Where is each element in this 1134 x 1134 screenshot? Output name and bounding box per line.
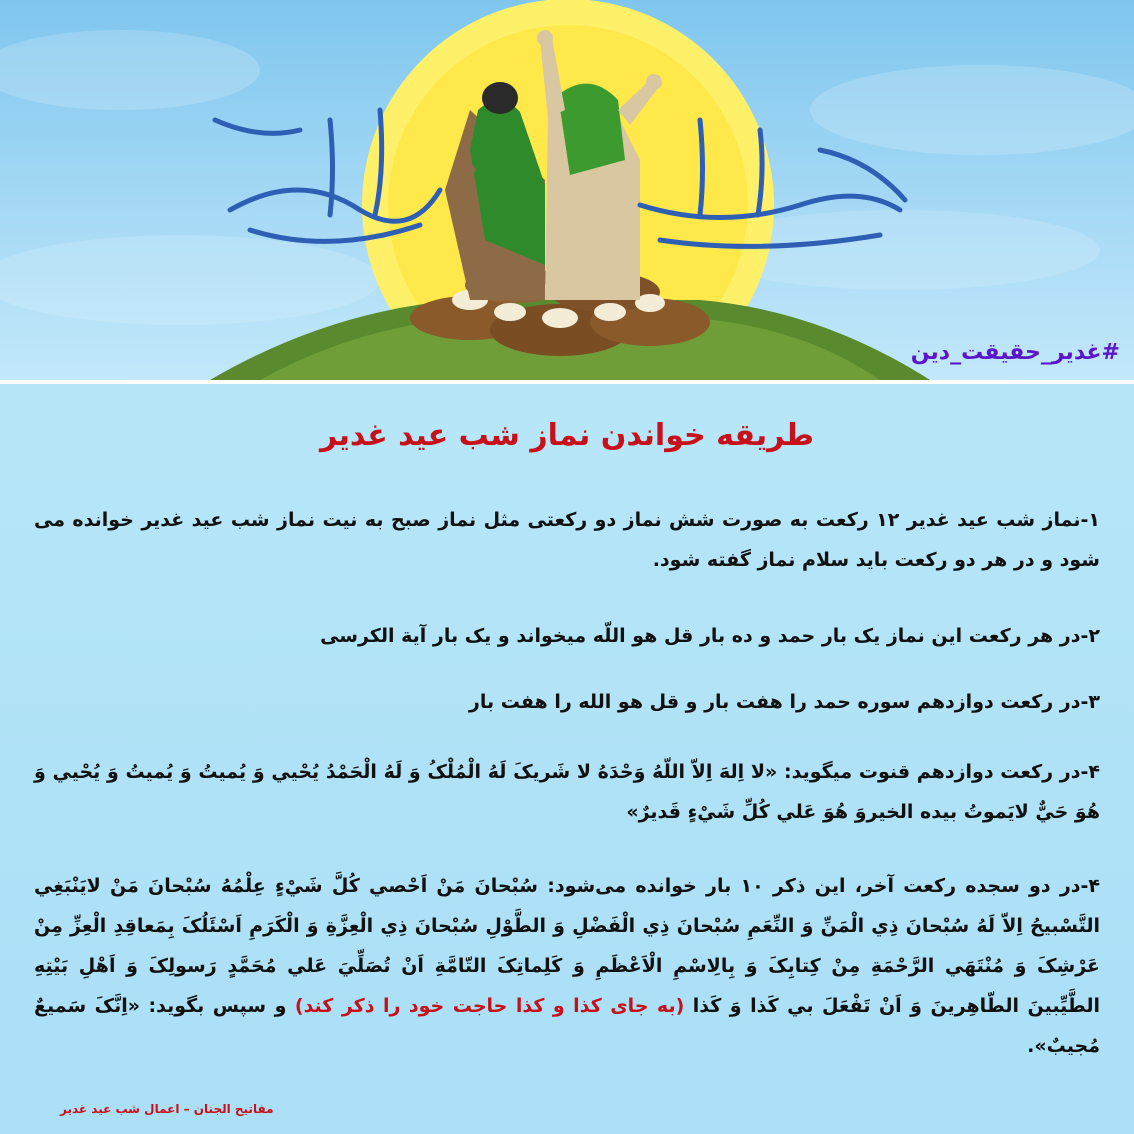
instruction-item-1: ۱-نماز شب عید غدیر ۱۲ رکعت به صورت شش نماز دو رکعتی مثل نماز صبح به نیت نماز شب عید غدیر خوانده می شود و در هر دو رکعت باید سلام نماز گفته شود.	[34, 509, 1100, 571]
ghadir-illustration	[0, 0, 1134, 380]
instruction-item-3: ۳-در رکعت دوازدهم سوره حمد را هفت بار و قل هو الله را هفت بار	[468, 691, 1100, 713]
instruction-item-4: ۴-در رکعت دوازدهم قنوت ميگويد: «لا اِلهَ اِلاّ اللّهُ وَحْدَهُ لا شَريکَ لَهُ الْمُلْکُ وَ لَهُ الْحَمْدُ يُحْيي وَ يُميتُ وَ يُميتُ وَ يُحْيي وَ هُوَ حَيٌّ لايَموتُ بيده الخيروَ هُوَ عَلي كُلِّ شَيْءٍ قَديرٌ»	[34, 761, 1100, 823]
hashtag-ghadir: #غدیر_حقیقت_دین	[910, 340, 1120, 365]
instruction-item-5-ending: و سپس بگوید: «اِنَّکَ سَميعٌ مُجيبٌ».	[34, 995, 1100, 1057]
source-citation: مفاتيح الجنان – اعمال شب عيد غدير	[60, 1102, 274, 1116]
instruction-item-5	[34, 866, 1100, 1066]
page-title: طريقه خواندن نماز شب عيد غدير	[319, 418, 815, 453]
instruction-item-5-note: (به جای کذا و کذا حاجت خود را ذکر کند)	[294, 995, 685, 1017]
instruction-item-5-text: ۴-در دو سجده رکعت آخر، این ذکر ۱۰ بار خوانده می‌شود: سُبْحانَ مَنْ اَحْصي كُلَّ شَيْءٍ عِلْمُهُ سُبْحانَ مَنْ لايَنْبَغِي التَّسْبيحُ اِلاّ لَهُ سُبْحانَ ذِي الْمَنِّ وَ النِّعَمِ سُبْحانَ ذِي الْفَضْلِ وَ الطَّوْلِ سُبْحانَ ذِي الْعِزَّةِ وَ الْكَرَمِ اَسْئَلُکَ بِمَعاقِدِ الْعِزِّ مِنْ عَرْشِکَ وَ مُنْتَهَي الرَّحْمَةِ مِنْ كِتابِکَ وَ بِالِاسْمِ الْاَعْظَمِ وَ كَلِماتِکَ التّامَّةِ اَنْ تُصَلِّيَ عَلي مُحَمَّدٍ رَسولِکَ وَ اَهْلِ بَيْتِهِ الطَّيِّبينَ الطّاهِرينَ وَ اَنْ تَفْعَلَ بي كَذا وَ كَذا	[34, 875, 1100, 1017]
content-panel	[0, 384, 1134, 1134]
header-banner	[0, 0, 1134, 380]
instruction-item-2: ۲-در هر رکعت اين نماز يک بار حمد و ده بار قل هو اللّه ميخواند و يک بار آية الكرسى	[320, 625, 1100, 647]
